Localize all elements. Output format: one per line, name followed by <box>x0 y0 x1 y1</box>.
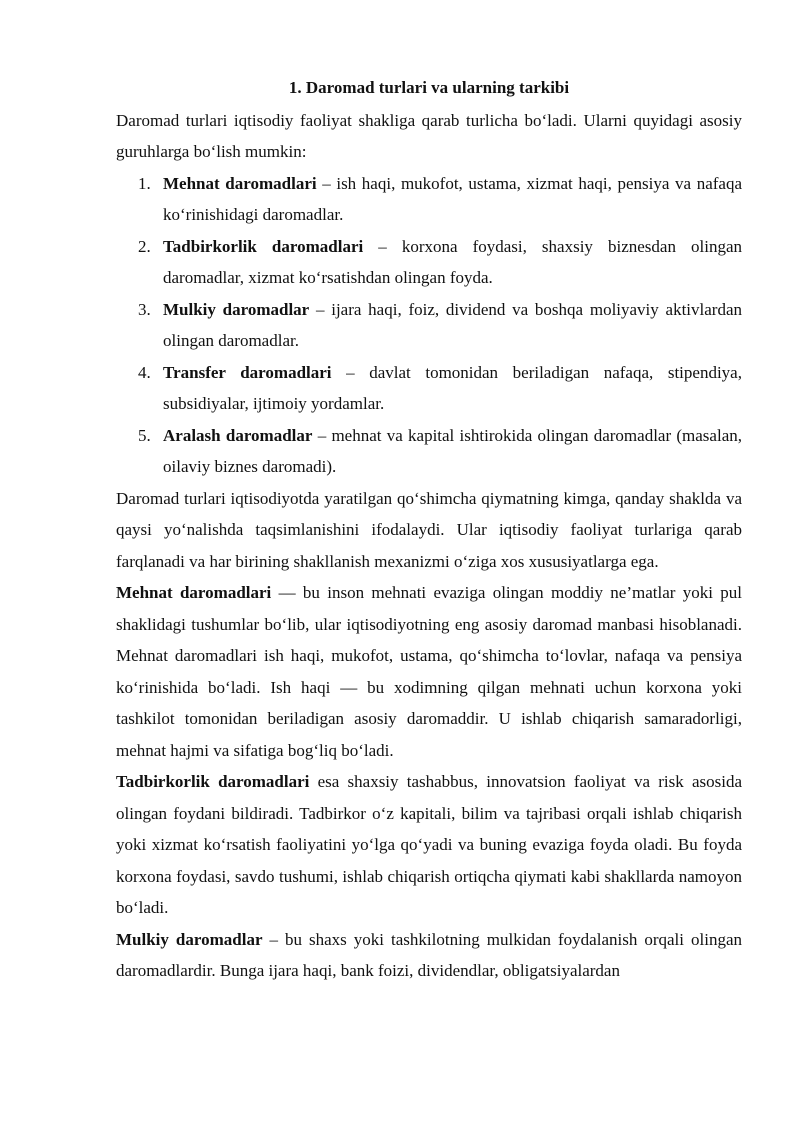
business-income-paragraph <box>116 766 742 924</box>
list-item-text: – ijara haqi, foiz, dividend va boshqa moliyaviy aktivlardan olingan daromadlar. <box>163 299 742 350</box>
list-item-number: 1. <box>138 173 151 193</box>
paragraph-term: Tadbirkorlik daromadlari <box>116 772 310 791</box>
list-item-number: 4. <box>138 362 151 382</box>
labor-income-paragraph <box>116 577 742 766</box>
list-item <box>116 168 742 231</box>
list-item-text: – mehnat va kapital ishtirokida olingan daromadlar (masalan, oilaviy biznes daromadi). <box>163 425 742 476</box>
intro-paragraph: Daromad turlari iqtisodiy faoliyat shakliga qarab turlicha bo‘ladi. Ularni quyidagi asosiy guruhlarga bo‘lish mumkin: <box>116 110 742 161</box>
section-title: 1. Daromad turlari va ularning tarkibi <box>288 78 570 97</box>
list-item-number: 2. <box>138 236 151 256</box>
list-item <box>116 420 742 483</box>
document-page <box>116 72 742 987</box>
list-item-number: 5. <box>138 425 151 445</box>
list-item-term: Aralash daromadlar <box>163 425 313 445</box>
list-item <box>116 357 742 420</box>
paragraph-text: esa shaxsiy tashabbus, innovatsion faoliyat va risk asosida olingan foydani bildiradi. Tadbirkor o‘z kapitali, bilim va tajribasi orqali ishlab chiqarish yoki xizmat ko‘rsatish faoliyatini yo‘lga qo‘yadi va buning evaziga foyda oladi. Bu foyda korxona foydasi, savdo tushumi, ishlab chiqarish ortiqcha qiymati kabi shakllarda namoyon bo‘ladi. <box>116 772 742 917</box>
paragraph-term: Mulkiy daromadlar <box>116 929 263 949</box>
list-item-number: 3. <box>138 299 151 319</box>
paragraph-term: Mehnat daromadlari <box>116 583 272 602</box>
list-item <box>116 231 742 294</box>
paragraph-text: – bu shaxs yoki tashkilotning mulkidan foydalanish orqali olingan daromadlardir. Bunga ijara haqi, bank foizi, dividendlar, obligatsiyalardan <box>116 929 742 980</box>
list-item-text: – korxona foydasi, shaxsiy biznesdan olingan daromadlar, xizmat ko‘rsatishdan olingan foyda. <box>163 236 742 287</box>
paragraph-text: — bu inson mehnati evaziga olingan moddiy ne’matlar yoki pul shaklidagi tushumlar bo‘lib, ular iqtisodiyotning eng asosiy daromad manbasi hisoblanadi. Mehnat daromadlari ish haqi, mukofot, ustama, qo‘shimcha to‘lovlar, nafaqa va pensiya ko‘rinishida bo‘ladi. Ish haqi — bu xodimning qilgan mehnati uchun korxona yoki tashkilot tomonidan beriladigan asosiy daromaddir. U ishlab chiqarish samaradorligi, mehnat hajmi va sifatiga bog‘liq bo‘ladi. <box>116 583 742 760</box>
list-item-term: Tadbirkorlik daromadlari <box>163 236 364 256</box>
list-item-text: – davlat tomonidan beriladigan nafaqa, stipendiya, subsidiyalar, ijtimoiy yordamlar. <box>163 362 742 413</box>
list-item <box>116 294 742 357</box>
list-item-term: Mulkiy daromadlar <box>163 299 310 319</box>
property-income-paragraph <box>116 924 742 987</box>
list-item-text: – ish haqi, mukofot, ustama, xizmat haqi, pensiya va nafaqa ko‘rinishidagi daromadlar. <box>163 173 742 224</box>
list-item-term: Transfer daromadlari <box>163 362 332 382</box>
list-item-term: Mehnat daromadlari <box>163 173 317 193</box>
income-types-list <box>116 168 742 483</box>
income-types-paragraph: Daromad turlari iqtisodiyotda yaratilgan qo‘shimcha qiymatning kimga, qanday shaklda va qaysi yo‘nalishda taqsimlanishini ifodalaydi. Ular iqtisodiy faoliyat turlariga qarab farqlanadi va har birining shakllanish mexanizmi o‘ziga xos xususiyatlarga ega. <box>116 488 742 571</box>
